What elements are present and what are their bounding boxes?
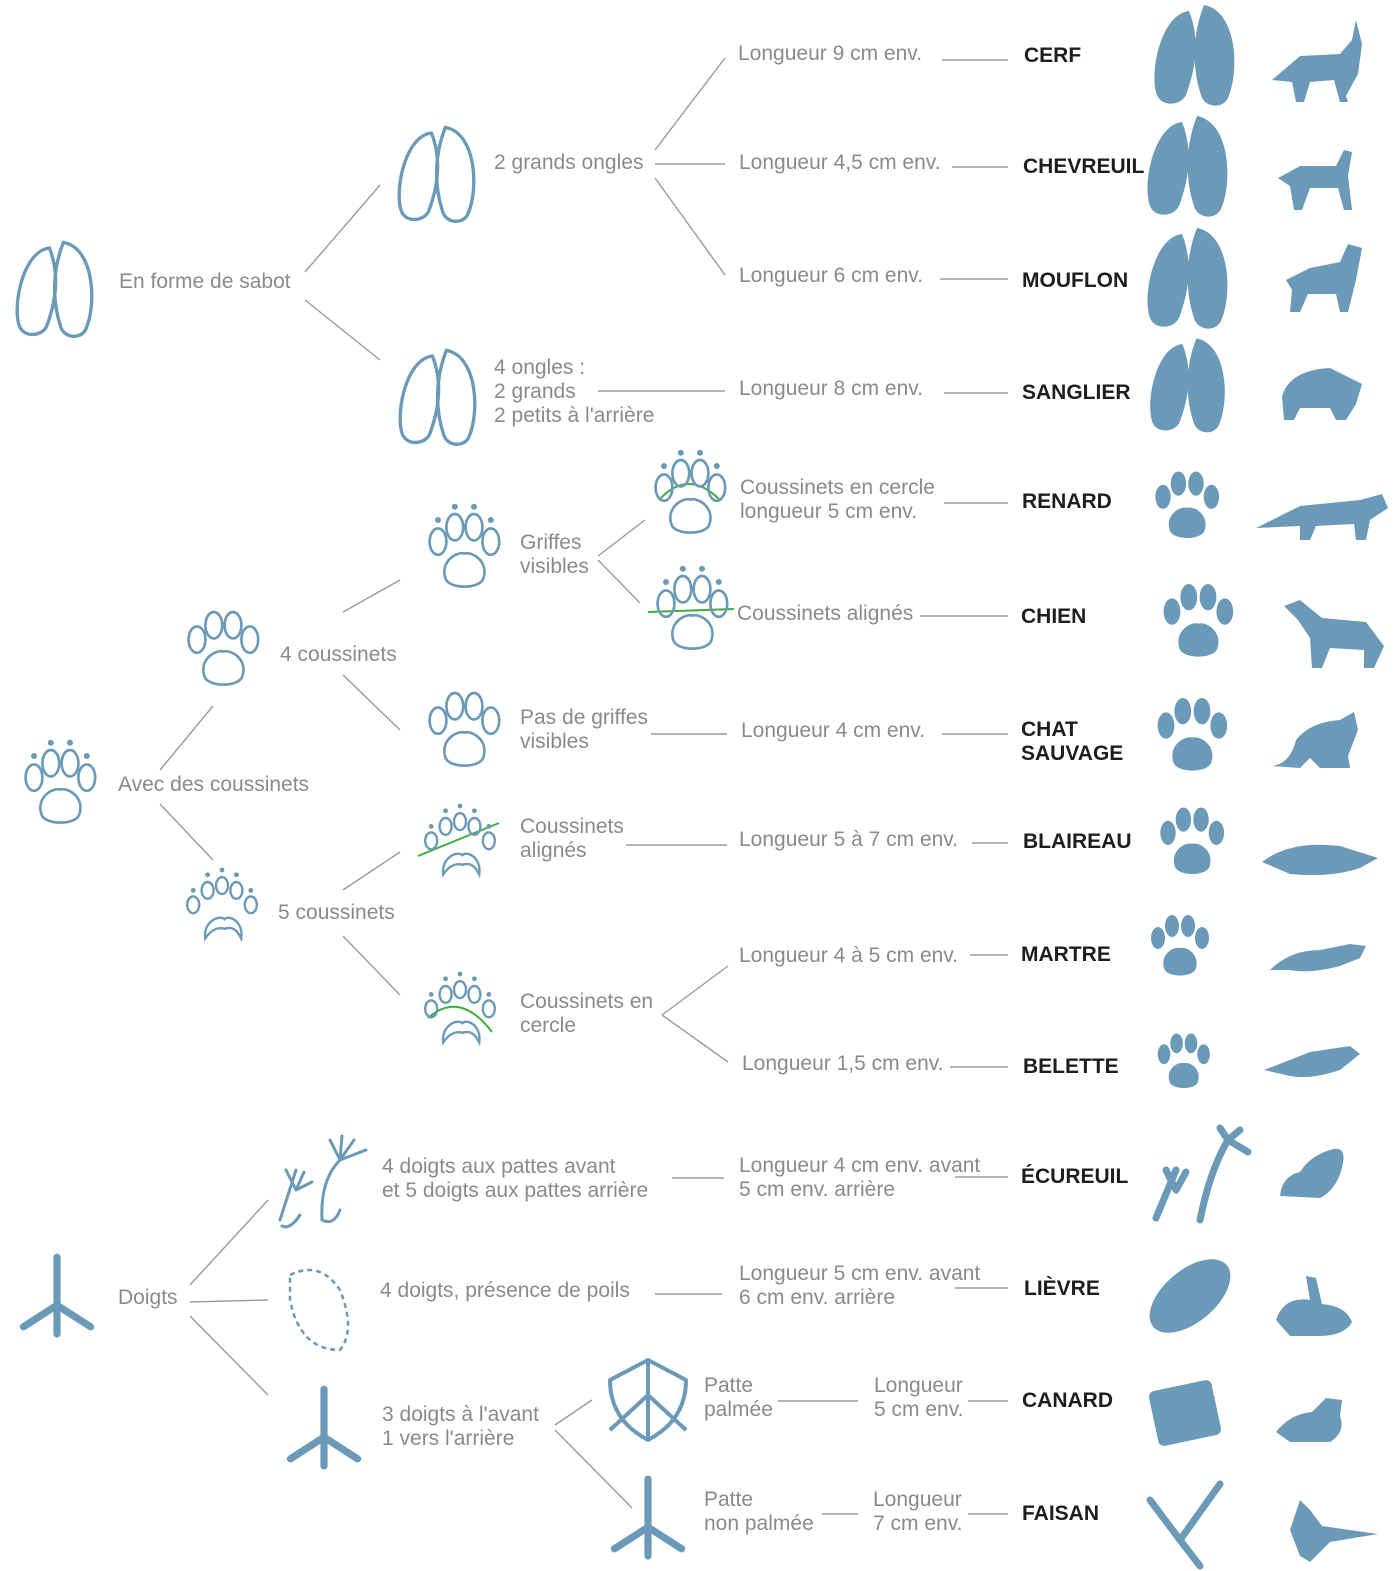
squirrel-front-print-icon [280, 1170, 312, 1227]
group-label-sabot: En forme de sabot [119, 270, 291, 293]
hare-print-icon [290, 1270, 348, 1350]
digits-track-icon [23, 1257, 90, 1334]
connector-line [662, 966, 728, 1015]
five-pad-paw-icon [187, 868, 257, 939]
desc-lievre: Longueur 5 cm env. avant 6 cm env. arrière [739, 1262, 981, 1309]
chevreuil-silhouette [1278, 150, 1352, 210]
animal-ecureuil: ÉCUREUIL [1021, 1165, 1129, 1188]
chat-track-icon [1158, 698, 1228, 771]
group-label-doigts: Doigts [118, 1286, 178, 1309]
sanglier-silhouette [1282, 368, 1362, 420]
criterion-5-coussinets: 5 coussinets [278, 901, 395, 924]
ecureuil-track-icon [1156, 1128, 1248, 1220]
desc-ecureuil: Longueur 4 cm env. avant 5 cm env. arrière [739, 1154, 981, 1201]
criterion-doigts-poils: 4 doigts, présence de poils [380, 1279, 630, 1302]
animal-faisan: FAISAN [1022, 1502, 1100, 1525]
blaireau-track-icon [1160, 808, 1224, 875]
criterion-2-grands-ongles: 2 grands ongles [494, 151, 644, 174]
canard-track-icon [1148, 1379, 1222, 1447]
paw-claws-visible-icon [430, 504, 500, 587]
desc-chevreuil: Longueur 4,5 cm env. [739, 151, 941, 174]
paw-pads-aligned-icon [658, 566, 728, 649]
criterion-pas-de-griffes: Pas de griffes visibles [520, 706, 649, 753]
desc-belette: Longueur 1,5 cm env. [742, 1052, 944, 1075]
connector-line [160, 706, 213, 770]
non-webbed-foot-icon [614, 1479, 681, 1556]
criterion-4-5-doigts: 4 doigts aux pattes avant et 5 doigts aux pattes arrière [382, 1155, 649, 1202]
connector-line [655, 178, 725, 275]
criterion-3-1-doigts: 3 doigts à l'avant 1 vers l'arrière [382, 1403, 539, 1450]
animal-renard: RENARD [1022, 490, 1112, 513]
faisan-silhouette [1290, 1500, 1378, 1562]
group-label-coussinets: Avec des coussinets [118, 773, 310, 796]
lievre-silhouette [1276, 1276, 1352, 1336]
connector-line [655, 58, 725, 150]
criterion-patte-non-palmee: Patte non palmée [704, 1488, 814, 1535]
renard-silhouette [1256, 494, 1388, 540]
desc-canard: Longueur 5 cm env. [874, 1374, 964, 1421]
paw-no-claws-icon [430, 693, 500, 766]
chien-track-icon [1164, 584, 1234, 657]
criterion-4-ongles: 4 ongles : 2 grands 2 petits à l'arrière [494, 356, 655, 427]
desc-cerf: Longueur 9 cm env. [738, 42, 923, 65]
desc-blaireau: Longueur 5 à 7 cm env. [739, 828, 959, 851]
martre-track-icon [1151, 915, 1209, 976]
connector-line [343, 852, 400, 890]
connector-line [598, 560, 640, 603]
two-hoof-nails-icon [399, 127, 474, 221]
belette-track-icon [1158, 1034, 1210, 1088]
ecureuil-silhouette [1280, 1149, 1344, 1198]
desc-mouflon: Longueur 6 cm env. [739, 264, 924, 287]
chevreuil-track-icon [1147, 116, 1227, 217]
connector-line [305, 300, 380, 360]
animal-lievre: LIÈVRE [1024, 1277, 1100, 1300]
animal-chien: CHIEN [1021, 605, 1087, 628]
cerf-silhouette [1272, 20, 1362, 102]
three-digits-track-icon [290, 1389, 357, 1466]
connector-line [343, 936, 400, 995]
criterion-patte-palmee: Patte palmée [704, 1374, 773, 1421]
connector-line [662, 1015, 728, 1062]
connector-line [160, 804, 213, 860]
lievre-track-icon [1137, 1245, 1244, 1347]
animal-canard: CANARD [1022, 1389, 1113, 1412]
mouflon-track-icon [1147, 228, 1227, 329]
animal-belette: BELETTE [1023, 1055, 1119, 1078]
animal-chat-sauvage: CHAT SAUVAGE [1021, 718, 1124, 765]
chat-silhouette [1272, 712, 1358, 768]
desc-sanglier: Longueur 8 cm env. [739, 377, 924, 400]
renard-track-icon [1155, 472, 1219, 539]
mouflon-silhouette [1286, 244, 1362, 312]
criterion-coussinets-alignes: Coussinets alignés [520, 815, 624, 862]
paw-pads-circle-icon [656, 450, 726, 533]
connector-line [305, 185, 380, 272]
canard-silhouette [1276, 1398, 1342, 1442]
connector-line [190, 1200, 268, 1285]
connector-line [555, 1430, 632, 1508]
desc-faisan: Longueur 7 cm env. [873, 1488, 963, 1535]
animal-cerf: CERF [1024, 44, 1082, 67]
animal-sanglier: SANGLIER [1022, 381, 1131, 404]
martre-silhouette [1270, 944, 1366, 971]
blaireau-silhouette [1262, 845, 1378, 875]
padded-paw-icon [26, 740, 96, 823]
connector-line [555, 1400, 592, 1425]
four-pad-paw-icon [189, 612, 259, 685]
connector-line [598, 520, 645, 556]
connector-line [343, 675, 400, 730]
criterion-griffes-visibles: Griffes visibles [520, 531, 589, 578]
belette-silhouette [1264, 1046, 1360, 1077]
criterion-4-coussinets: 4 coussinets [280, 643, 397, 666]
animal-martre: MARTRE [1021, 943, 1111, 966]
webbed-foot-icon [610, 1360, 686, 1440]
criterion-coussinets-en-cercle: Coussinets en cercle [520, 990, 654, 1037]
desc-chat: Longueur 4 cm env. [741, 719, 926, 742]
animal-mouflon: MOUFLON [1022, 269, 1129, 292]
connector-line [190, 1316, 268, 1395]
sanglier-track-icon [1150, 338, 1225, 432]
animal-blaireau: BLAIREAU [1023, 830, 1132, 853]
pad-alignment-marker [648, 609, 734, 612]
connector-line [190, 1300, 268, 1302]
desc-martre: Longueur 4 à 5 cm env. [739, 944, 959, 967]
four-hoof-nails-icon [400, 350, 475, 444]
desc-renard: Coussinets en cercle longueur 5 cm env. [740, 476, 935, 523]
squirrel-hind-print-icon [322, 1136, 366, 1222]
faisan-track-icon [1150, 1484, 1220, 1566]
chien-silhouette [1284, 600, 1384, 668]
animal-chevreuil: CHEVREUIL [1023, 155, 1145, 178]
desc-chien: Coussinets alignés [737, 602, 914, 625]
hoof-track-icon [17, 242, 92, 336]
connector-line [343, 580, 400, 612]
cerf-track-icon [1154, 5, 1234, 106]
